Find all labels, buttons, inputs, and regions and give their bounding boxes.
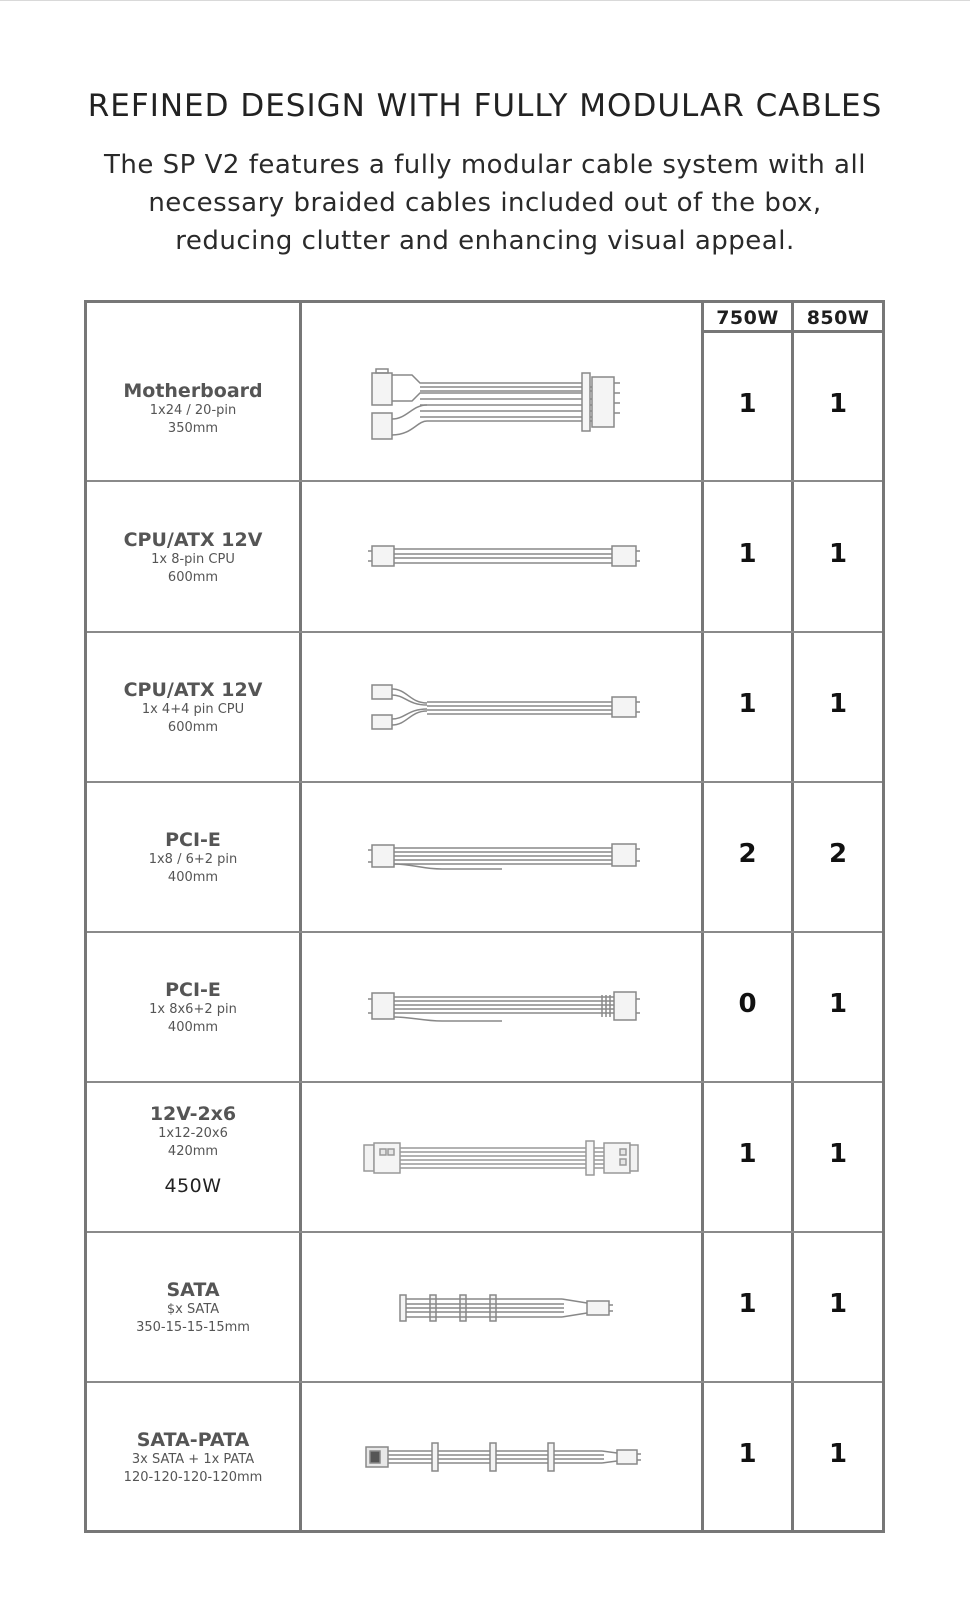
cable-label bbox=[87, 679, 299, 737]
subtitle-line: reducing clutter and enhancing visual appeal. bbox=[175, 226, 795, 256]
cable-name: Motherboard bbox=[123, 380, 263, 402]
cable-label bbox=[87, 529, 299, 587]
cable-spec: 1x 8-pin CPU bbox=[151, 552, 235, 567]
subtitle-line: necessary braided cables included out of the box, bbox=[148, 188, 822, 218]
qty-750w: 1 bbox=[738, 1289, 757, 1319]
cable-label bbox=[87, 1429, 299, 1487]
sata-pata-cable-icon bbox=[302, 1427, 702, 1487]
12v-2x6-cable-icon bbox=[302, 1123, 702, 1193]
qty-750w: 1 bbox=[738, 389, 757, 419]
page-subtitle bbox=[95, 146, 875, 260]
column-header-750w: 750W bbox=[716, 307, 779, 329]
table-row bbox=[87, 783, 882, 931]
table-row bbox=[87, 303, 882, 480]
qty-750w: 2 bbox=[738, 839, 757, 869]
cable-length: 420mm bbox=[167, 1144, 219, 1159]
cable-name: PCI-E bbox=[165, 829, 221, 851]
cable-length: 120-120-120-120mm bbox=[123, 1470, 263, 1485]
cable-spec: 1x8 / 6+2 pin bbox=[148, 852, 238, 867]
cable-length: 600mm bbox=[167, 720, 219, 735]
qty-750w: 1 bbox=[738, 689, 757, 719]
cable-name: CPU/ATX 12V bbox=[123, 529, 263, 551]
cable-name: CPU/ATX 12V bbox=[123, 679, 263, 701]
cable-spec: 1x12-20x6 bbox=[158, 1126, 228, 1141]
cable-length: 600mm bbox=[167, 570, 219, 585]
cable-spec: $x SATA bbox=[166, 1302, 220, 1317]
table-row bbox=[87, 482, 882, 631]
cable-label bbox=[87, 380, 299, 438]
cable-name: 12V-2x6 bbox=[149, 1103, 237, 1125]
pcie-cable-icon bbox=[302, 827, 702, 887]
cable-length: 400mm bbox=[167, 1020, 219, 1035]
top-divider bbox=[0, 0, 970, 1]
qty-850w: 1 bbox=[828, 389, 848, 419]
motherboard-cable-icon bbox=[302, 343, 702, 453]
cable-table bbox=[84, 300, 885, 1533]
qty-850w: 2 bbox=[828, 839, 848, 869]
cable-name: SATA-PATA bbox=[136, 1429, 250, 1451]
cable-name: SATA bbox=[166, 1279, 220, 1301]
cable-label bbox=[87, 829, 299, 887]
wattage-note: 450W bbox=[164, 1175, 222, 1197]
pcie-cable-icon bbox=[302, 977, 702, 1037]
qty-750w: 1 bbox=[738, 1439, 757, 1469]
qty-850w: 1 bbox=[828, 689, 848, 719]
cable-label bbox=[87, 1103, 299, 1197]
qty-750w: 1 bbox=[738, 539, 757, 569]
cable-spec: 1x 4+4 pin CPU bbox=[141, 702, 245, 717]
page-title: REFINED DESIGN WITH FULLY MODULAR CABLES bbox=[87, 88, 883, 124]
cpu-4plus4-cable-icon bbox=[302, 677, 702, 737]
qty-850w: 1 bbox=[828, 1289, 848, 1319]
cable-spec: 1x24 / 20-pin bbox=[149, 403, 237, 418]
cable-spec: 3x SATA + 1x PATA bbox=[131, 1452, 255, 1467]
table-row bbox=[87, 933, 882, 1081]
column-header-850w: 850W bbox=[806, 307, 870, 329]
qty-750w: 0 bbox=[738, 989, 757, 1019]
table-row bbox=[87, 633, 882, 781]
cable-label bbox=[87, 1279, 299, 1337]
cpu-8pin-cable-icon bbox=[302, 527, 702, 587]
qty-850w: 1 bbox=[828, 539, 848, 569]
cable-length: 350-15-15-15mm bbox=[136, 1320, 250, 1335]
table-row bbox=[87, 1083, 882, 1231]
qty-850w: 1 bbox=[828, 989, 848, 1019]
sata-cable-icon bbox=[302, 1277, 702, 1337]
qty-750w: 1 bbox=[738, 1139, 757, 1169]
table-row bbox=[87, 1383, 882, 1530]
cable-length: 400mm bbox=[167, 870, 219, 885]
qty-850w: 1 bbox=[828, 1139, 848, 1169]
subtitle-line: The SP V2 features a fully modular cable system with all bbox=[104, 150, 866, 180]
table-row bbox=[87, 1233, 882, 1381]
cable-name: PCI-E bbox=[165, 979, 221, 1001]
cable-spec: 1x 8x6+2 pin bbox=[149, 1002, 237, 1017]
cable-label bbox=[87, 979, 299, 1037]
qty-850w: 1 bbox=[828, 1439, 848, 1469]
cable-length: 350mm bbox=[167, 421, 219, 436]
